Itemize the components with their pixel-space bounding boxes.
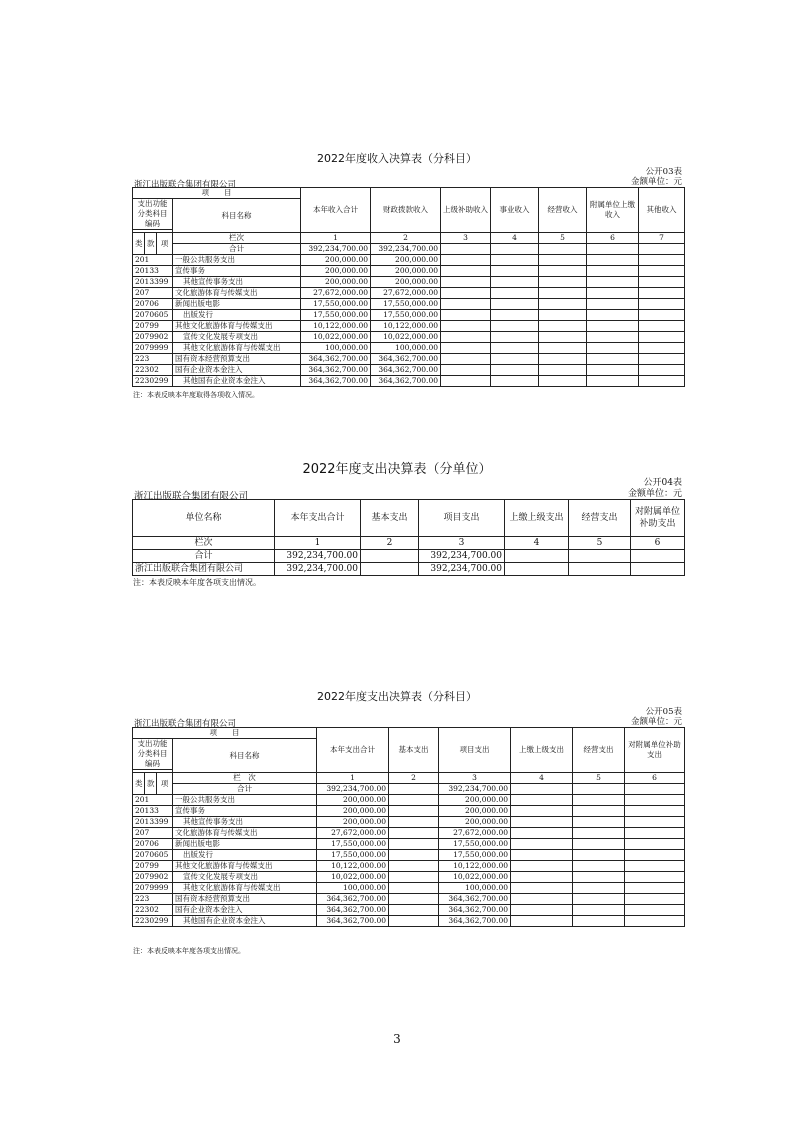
t03-row-v1: 17,550,000.00 bbox=[301, 299, 371, 310]
t04-unit: 金额单位：元 bbox=[627, 489, 682, 499]
t03-h-col7: 其他收入 bbox=[639, 188, 685, 233]
t05-row bbox=[133, 839, 685, 850]
t05-row-v1: 364,362,700.00 bbox=[317, 905, 389, 916]
t04-lanci: 栏次 bbox=[133, 537, 275, 550]
t04-company: 浙江出版联合集团有限公司 bbox=[134, 491, 249, 502]
t05-row-v1: 200,000.00 bbox=[317, 817, 389, 828]
t05-row-code: 20799 bbox=[133, 861, 173, 872]
t03-row-code: 22302 bbox=[133, 365, 173, 376]
t03-row-name: 国有企业资本金注入 bbox=[173, 365, 301, 376]
t04-h-col5: 经营支出 bbox=[569, 500, 631, 537]
t04-note: 注：本表反映本年度各项支出情况。 bbox=[133, 578, 261, 587]
t03-row-name: 国有资本经营预算支出 bbox=[173, 354, 301, 365]
t05-total-label: 合计 bbox=[173, 784, 317, 795]
t03-row-v2: 200,000.00 bbox=[371, 255, 441, 266]
t03-row bbox=[133, 365, 685, 376]
t05-row-code: 20133 bbox=[133, 806, 173, 817]
t05-num-5: 5 bbox=[573, 773, 625, 784]
t03-row-name: 其他宣传事务支出 bbox=[173, 277, 301, 288]
t05-row-name: 其他文化旅游体育与传媒支出 bbox=[173, 861, 317, 872]
t03-row-name: 宣传文化发展专项支出 bbox=[173, 332, 301, 343]
t05-row-name: 出版发行 bbox=[173, 850, 317, 861]
t03-row-code: 20133 bbox=[133, 266, 173, 277]
t05-row-v3: 10,022,000.00 bbox=[439, 872, 511, 883]
t03-row-v1: 364,362,700.00 bbox=[301, 354, 371, 365]
t05-row-name: 新闻出版电影 bbox=[173, 839, 317, 850]
t05-row-v1: 100,000.00 bbox=[317, 883, 389, 894]
t03-row-code: 201 bbox=[133, 255, 173, 266]
t05-num-6: 6 bbox=[625, 773, 685, 784]
t05-h-name: 科目名称 bbox=[173, 739, 317, 773]
t04-h-unit: 单位名称 bbox=[133, 500, 275, 537]
t03-row-code: 2079902 bbox=[133, 332, 173, 343]
t05-row bbox=[133, 828, 685, 839]
t04-num-1: 1 bbox=[275, 537, 361, 550]
t05-row bbox=[133, 916, 685, 927]
t05-lanci: 栏 次 bbox=[173, 773, 317, 784]
t03-company: 浙江出版联合集团有限公司 bbox=[134, 180, 237, 190]
t03-row-v1: 200,000.00 bbox=[301, 277, 371, 288]
t04-total-1: 392,234,700.00 bbox=[275, 550, 361, 563]
t03-row-v1: 27,672,000.00 bbox=[301, 288, 371, 299]
t05-row-v3: 200,000.00 bbox=[439, 817, 511, 828]
t05-row bbox=[133, 795, 685, 806]
t03-num-2: 2 bbox=[371, 233, 441, 244]
t03-row-name: 其他文化旅游体育与传媒支出 bbox=[173, 343, 301, 354]
t03-row-v2: 200,000.00 bbox=[371, 277, 441, 288]
t03-h-col4: 事业收入 bbox=[491, 188, 539, 233]
t05-row bbox=[133, 806, 685, 817]
t03-row-code: 207 bbox=[133, 288, 173, 299]
t05-h-col3: 项目支出 bbox=[439, 728, 511, 773]
t03-lanci: 栏次 bbox=[173, 233, 301, 244]
t05-h-item: 项 目 bbox=[133, 728, 317, 739]
t03-row bbox=[133, 266, 685, 277]
t03-row-code: 20799 bbox=[133, 321, 173, 332]
t03-form-no: 公开03表 bbox=[645, 167, 682, 177]
t05-row-v1: 364,362,700.00 bbox=[317, 916, 389, 927]
t04-form-no: 公开04表 bbox=[643, 478, 682, 488]
t05-row-v3: 364,362,700.00 bbox=[439, 905, 511, 916]
t05-h-col6: 对附属单位补助支出 bbox=[625, 728, 685, 773]
t05-row bbox=[133, 850, 685, 861]
t03-row-name: 其他国有企业资本金注入 bbox=[173, 376, 301, 387]
t05-company: 浙江出版联合集团有限公司 bbox=[134, 719, 237, 729]
t03-row bbox=[133, 354, 685, 365]
t03-num-5: 5 bbox=[539, 233, 587, 244]
t05-row-v1: 10,122,000.00 bbox=[317, 861, 389, 872]
t03-num-1: 1 bbox=[301, 233, 371, 244]
t05-row-code: 2070605 bbox=[133, 850, 173, 861]
t05-num-1: 1 bbox=[317, 773, 389, 784]
t03-h-xiang: 项 bbox=[157, 233, 173, 255]
t05-h-col5: 经营支出 bbox=[573, 728, 625, 773]
t03-row-code: 2013399 bbox=[133, 277, 173, 288]
t05-row-name: 其他国有企业资本金注入 bbox=[173, 916, 317, 927]
t05-note: 注：本表反映本年度各项支出情况。 bbox=[133, 947, 245, 955]
t05-row-name: 宣传事务 bbox=[173, 806, 317, 817]
t04-h-col4: 上缴上级支出 bbox=[505, 500, 569, 537]
t05-row-name: 宣传文化发展专项支出 bbox=[173, 872, 317, 883]
t03-row-name: 新闻出版电影 bbox=[173, 299, 301, 310]
t05-row bbox=[133, 883, 685, 894]
t04-table bbox=[132, 499, 685, 576]
t05-row-code: 2230299 bbox=[133, 916, 173, 927]
t03-table bbox=[132, 187, 685, 387]
t03-row-code: 20706 bbox=[133, 299, 173, 310]
t05-row-v3: 17,550,000.00 bbox=[439, 839, 511, 850]
t05-h-code: 支出功能分类科目编码 bbox=[133, 739, 173, 770]
t05-title: 2022年度支出决算表（分科目） bbox=[317, 690, 477, 703]
t03-row bbox=[133, 321, 685, 332]
t05-row-code: 2079902 bbox=[133, 872, 173, 883]
t03-row-v2: 364,362,700.00 bbox=[371, 365, 441, 376]
t05-h-col1: 本年支出合计 bbox=[317, 728, 389, 773]
t03-total-2: 392,234,700.00 bbox=[371, 244, 441, 255]
t05-row-v1: 200,000.00 bbox=[317, 806, 389, 817]
t04-num-2: 2 bbox=[361, 537, 419, 550]
t03-total-1: 392,234,700.00 bbox=[301, 244, 371, 255]
t05-row-name: 其他宣传事务支出 bbox=[173, 817, 317, 828]
t03-h-col2: 财政拨款收入 bbox=[371, 188, 441, 233]
t04-total-3: 392,234,700.00 bbox=[419, 550, 505, 563]
t05-total-1: 392,234,700.00 bbox=[317, 784, 389, 795]
t03-row-v1: 100,000.00 bbox=[301, 343, 371, 354]
t03-row bbox=[133, 376, 685, 387]
t05-total-3: 392,234,700.00 bbox=[439, 784, 511, 795]
t04-h-col2: 基本支出 bbox=[361, 500, 419, 537]
t05-row-v3: 100,000.00 bbox=[439, 883, 511, 894]
t03-row-v1: 200,000.00 bbox=[301, 255, 371, 266]
t03-row-code: 2070605 bbox=[133, 310, 173, 321]
t03-row bbox=[133, 255, 685, 266]
t03-row-v2: 27,672,000.00 bbox=[371, 288, 441, 299]
t03-note: 注：本表反映本年度取得各项收入情况。 bbox=[133, 391, 259, 399]
t05-h-xiang: 项 bbox=[157, 773, 173, 795]
t04-row-3: 392,234,700.00 bbox=[419, 563, 505, 576]
t03-row-code: 2079999 bbox=[133, 343, 173, 354]
t03-total-label: 合计 bbox=[173, 244, 301, 255]
t04-h-col6: 对附属单位补助支出 bbox=[631, 500, 685, 537]
t05-row-code: 2013399 bbox=[133, 817, 173, 828]
t04-row-name: 浙江出版联合集团有限公司 bbox=[133, 563, 275, 576]
t03-row-v1: 10,122,000.00 bbox=[301, 321, 371, 332]
t05-row-v1: 364,362,700.00 bbox=[317, 894, 389, 905]
t03-row-v2: 364,362,700.00 bbox=[371, 376, 441, 387]
t03-h-lei: 类 bbox=[133, 233, 145, 255]
t03-row-v1: 200,000.00 bbox=[301, 266, 371, 277]
t03-row-v2: 17,550,000.00 bbox=[371, 310, 441, 321]
t05-row-code: 2079999 bbox=[133, 883, 173, 894]
t04-total-label: 合计 bbox=[133, 550, 275, 563]
t03-row bbox=[133, 343, 685, 354]
t03-row-name: 出版发行 bbox=[173, 310, 301, 321]
t05-row bbox=[133, 817, 685, 828]
t05-table bbox=[132, 727, 685, 927]
t03-row-name: 一般公共服务支出 bbox=[173, 255, 301, 266]
t05-row-v3: 10,122,000.00 bbox=[439, 861, 511, 872]
t03-h-code: 支出功能分类科目编码 bbox=[133, 199, 173, 230]
t05-row-name: 一般公共服务支出 bbox=[173, 795, 317, 806]
t03-num-4: 4 bbox=[491, 233, 539, 244]
t03-row-v1: 10,022,000.00 bbox=[301, 332, 371, 343]
t05-num-4: 4 bbox=[511, 773, 573, 784]
t04-num-4: 4 bbox=[505, 537, 569, 550]
t05-row-name: 国有企业资本金注入 bbox=[173, 905, 317, 916]
t03-h-col1: 本年收入合计 bbox=[301, 188, 371, 233]
t03-unit: 金额单位：元 bbox=[630, 177, 682, 187]
t03-row-v2: 10,022,000.00 bbox=[371, 332, 441, 343]
t03-row-code: 223 bbox=[133, 354, 173, 365]
t05-unit: 金额单位：元 bbox=[630, 717, 682, 727]
t05-row bbox=[133, 861, 685, 872]
t05-h-col2: 基本支出 bbox=[389, 728, 439, 773]
t03-title: 2022年度收入决算表（分科目） bbox=[317, 152, 477, 165]
t03-row bbox=[133, 332, 685, 343]
t05-row-v3: 364,362,700.00 bbox=[439, 916, 511, 927]
t05-row bbox=[133, 894, 685, 905]
t03-row bbox=[133, 288, 685, 299]
t05-h-kuan: 款 bbox=[145, 773, 157, 795]
t03-row bbox=[133, 310, 685, 321]
t04-title: 2022年度支出决算表（分单位） bbox=[302, 462, 492, 477]
t05-num-2: 2 bbox=[389, 773, 439, 784]
t05-row-v1: 27,672,000.00 bbox=[317, 828, 389, 839]
t05-row bbox=[133, 905, 685, 916]
page-number: 3 bbox=[393, 1032, 401, 1046]
t03-h-col6: 附属单位上缴收入 bbox=[587, 188, 639, 233]
t03-row-v2: 100,000.00 bbox=[371, 343, 441, 354]
t05-row-v3: 200,000.00 bbox=[439, 806, 511, 817]
t05-row-v1: 17,550,000.00 bbox=[317, 839, 389, 850]
t05-row-code: 207 bbox=[133, 828, 173, 839]
t03-num-7: 7 bbox=[639, 233, 685, 244]
t05-row-name: 其他文化旅游体育与传媒支出 bbox=[173, 883, 317, 894]
t03-row-v1: 364,362,700.00 bbox=[301, 365, 371, 376]
t05-row-code: 20706 bbox=[133, 839, 173, 850]
t03-row-name: 其他文化旅游体育与传媒支出 bbox=[173, 321, 301, 332]
t03-num-6: 6 bbox=[587, 233, 639, 244]
t03-h-kuan: 款 bbox=[145, 233, 157, 255]
t05-row-name: 国有资本经营预算支出 bbox=[173, 894, 317, 905]
t05-row-v3: 27,672,000.00 bbox=[439, 828, 511, 839]
t03-h-item: 项 目 bbox=[133, 188, 301, 199]
t03-row bbox=[133, 299, 685, 310]
t03-row-v1: 17,550,000.00 bbox=[301, 310, 371, 321]
t05-row-code: 223 bbox=[133, 894, 173, 905]
t05-row-name: 文化旅游体育与传媒支出 bbox=[173, 828, 317, 839]
t03-row-name: 文化旅游体育与传媒支出 bbox=[173, 288, 301, 299]
t05-row-v3: 200,000.00 bbox=[439, 795, 511, 806]
t03-row-code: 2230299 bbox=[133, 376, 173, 387]
t05-row-v1: 17,550,000.00 bbox=[317, 850, 389, 861]
t03-h-col3: 上级补助收入 bbox=[441, 188, 491, 233]
t03-row bbox=[133, 277, 685, 288]
t05-row bbox=[133, 872, 685, 883]
t05-h-col4: 上缴上级支出 bbox=[511, 728, 573, 773]
t03-row-v1: 364,362,700.00 bbox=[301, 376, 371, 387]
t05-row-code: 22302 bbox=[133, 905, 173, 916]
t03-row-v2: 17,550,000.00 bbox=[371, 299, 441, 310]
t04-num-5: 5 bbox=[569, 537, 631, 550]
t03-row-v2: 364,362,700.00 bbox=[371, 354, 441, 365]
t04-h-col1: 本年支出合计 bbox=[275, 500, 361, 537]
t05-form-no: 公开05表 bbox=[645, 707, 682, 717]
t05-row-v3: 17,550,000.00 bbox=[439, 850, 511, 861]
t04-h-col3: 项目支出 bbox=[419, 500, 505, 537]
t03-row-v2: 200,000.00 bbox=[371, 266, 441, 277]
t05-row-v1: 200,000.00 bbox=[317, 795, 389, 806]
t04-num-6: 6 bbox=[631, 537, 685, 550]
t05-num-3: 3 bbox=[439, 773, 511, 784]
t03-h-name: 科目名称 bbox=[173, 199, 301, 233]
t04-num-3: 3 bbox=[419, 537, 505, 550]
t05-row-code: 201 bbox=[133, 795, 173, 806]
t03-row-name: 宣传事务 bbox=[173, 266, 301, 277]
t05-h-lei: 类 bbox=[133, 773, 145, 795]
t03-row-v2: 10,122,000.00 bbox=[371, 321, 441, 332]
t05-row-v1: 10,022,000.00 bbox=[317, 872, 389, 883]
t04-row-1: 392,234,700.00 bbox=[275, 563, 361, 576]
t03-num-3: 3 bbox=[441, 233, 491, 244]
t05-row-v3: 364,362,700.00 bbox=[439, 894, 511, 905]
t03-h-col5: 经营收入 bbox=[539, 188, 587, 233]
